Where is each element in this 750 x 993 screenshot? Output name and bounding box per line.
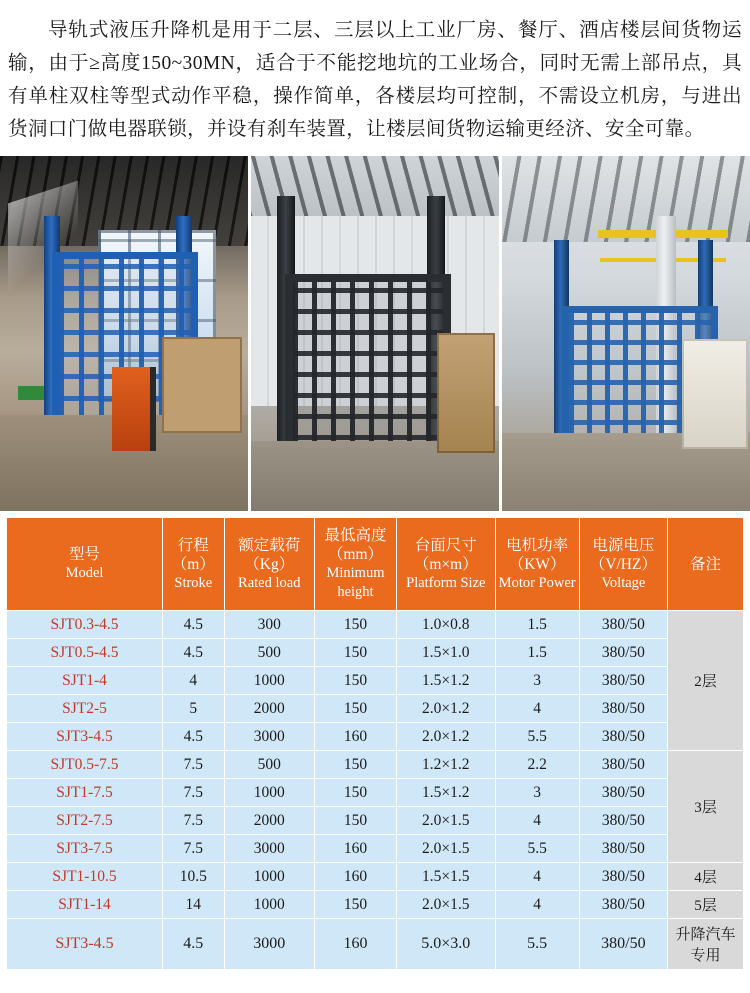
table-row [7,835,744,863]
cell-voltage: 380/50 [579,723,667,751]
table-row [7,891,744,919]
cell-height: 150 [314,751,396,779]
cell-height: 160 [314,863,396,891]
cell-model: SJT0.5-4.5 [7,639,163,667]
cell-height: 150 [314,611,396,639]
cell-voltage: 380/50 [579,667,667,695]
cell-model: SJT1-7.5 [7,779,163,807]
cell-size: 2.0×1.5 [397,807,496,835]
cell-stroke: 4.5 [163,639,225,667]
cell-model: SJT0.3-4.5 [7,611,163,639]
cell-height: 150 [314,695,396,723]
cell-voltage: 380/50 [579,751,667,779]
table-row [7,751,744,779]
cell-stroke: 7.5 [163,807,225,835]
cell-load: 1000 [224,779,314,807]
cell-size: 2.0×1.2 [397,695,496,723]
cell-size: 1.5×1.2 [397,667,496,695]
cell-voltage: 380/50 [579,863,667,891]
cell-power: 3 [495,667,579,695]
cell-size: 1.0×0.8 [397,611,496,639]
cell-power: 4 [495,863,579,891]
cell-height: 150 [314,807,396,835]
cell-voltage: 380/50 [579,807,667,835]
cell-model: SJT2-5 [7,695,163,723]
table-row [7,807,744,835]
table-row [7,667,744,695]
cell-voltage: 380/50 [579,611,667,639]
cell-load: 3000 [224,919,314,970]
cell-power: 3 [495,779,579,807]
cell-remark: 4层 [667,863,743,891]
cell-power: 5.5 [495,835,579,863]
cell-power: 4 [495,695,579,723]
cell-size: 5.0×3.0 [397,919,496,970]
remark-line-2: 专用 [690,948,721,964]
cell-remark: 5层 [667,891,743,919]
cell-load: 2000 [224,807,314,835]
cell-size: 1.5×1.5 [397,863,496,891]
cell-model: SJT3-7.5 [7,835,163,863]
cell-power: 4 [495,807,579,835]
intro-paragraph: 导轨式液压升降机是用于二层、三层以上工业厂房、餐厅、酒店楼层间货物运输，由于≥高度150~30MN，适合于不能挖地坑的工业场合，同时无需上部吊点，具有单柱双柱等型式动作平稳，操作简单，各楼层均可控制，不需设立机房，与进出货洞口门做电器联锁，并设有刹车装置，让楼层间货物运输更经济、安全可靠。 [8,20,742,140]
cell-stroke: 4 [163,667,225,695]
cell-power: 4 [495,891,579,919]
cell-load: 500 [224,639,314,667]
cell-load: 1000 [224,667,314,695]
table-row [7,779,744,807]
product-photo-1 [0,156,248,511]
table-row [7,639,744,667]
header-voltage: 电源电压（V/HZ） Voltage [579,518,667,611]
cell-voltage: 380/50 [579,639,667,667]
exit-sign-decoration [18,386,44,400]
cargo-crate-decoration [437,333,495,453]
cell-stroke: 7.5 [163,751,225,779]
cell-stroke: 7.5 [163,835,225,863]
cell-stroke: 4.5 [163,611,225,639]
cell-load: 1000 [224,891,314,919]
forklift-decoration [112,367,156,451]
table-row [7,919,744,970]
cell-load: 300 [224,611,314,639]
cell-size: 1.5×1.0 [397,639,496,667]
cell-load: 3000 [224,723,314,751]
cell-height: 160 [314,723,396,751]
cell-stroke: 7.5 [163,779,225,807]
cell-load: 1000 [224,863,314,891]
cell-stroke: 4.5 [163,723,225,751]
cell-height: 150 [314,639,396,667]
cell-load: 3000 [224,835,314,863]
cell-height: 150 [314,779,396,807]
product-photo-2 [251,156,499,511]
cell-size: 2.0×1.2 [397,723,496,751]
cell-voltage: 380/50 [579,835,667,863]
cell-model: SJT3-4.5 [7,723,163,751]
cell-height: 160 [314,835,396,863]
cell-remark [667,919,743,970]
cell-voltage: 380/50 [579,779,667,807]
cell-model: SJT1-14 [7,891,163,919]
cell-model: SJT2-7.5 [7,807,163,835]
cell-power: 5.5 [495,723,579,751]
remark-line-1: 升降汽车 [675,927,736,943]
header-platform-size: 台面尺寸（m×m） Platform Size [397,518,496,611]
product-photo-strip [0,156,750,511]
cell-voltage: 380/50 [579,695,667,723]
table-row [7,611,744,639]
cell-model: SJT3-4.5 [7,919,163,970]
table-header-row [7,518,744,611]
cell-power: 5.5 [495,919,579,970]
header-rated-load: 额定载荷（Kg） Rated load [224,518,314,611]
cell-height: 160 [314,919,396,970]
header-motor-power: 电机功率（KW） Motor Power [495,518,579,611]
cell-height: 150 [314,667,396,695]
specification-table [6,517,744,970]
cell-height: 150 [314,891,396,919]
header-model: 型号 Model [7,518,163,611]
cell-model: SJT0.5-7.5 [7,751,163,779]
cell-size: 1.2×1.2 [397,751,496,779]
cell-remark: 3层 [667,751,743,863]
header-minimum-height: 最低高度（mm） Minimum height [314,518,396,611]
cell-model: SJT1-10.5 [7,863,163,891]
cell-load: 500 [224,751,314,779]
cell-voltage: 380/50 [579,919,667,970]
table-row [7,723,744,751]
goods-bale-decoration [682,339,748,449]
cell-remark: 2层 [667,611,743,751]
cell-size: 2.0×1.5 [397,835,496,863]
table-row [7,863,744,891]
cell-voltage: 380/50 [579,891,667,919]
cell-power: 1.5 [495,611,579,639]
cell-size: 2.0×1.5 [397,891,496,919]
cell-load: 2000 [224,695,314,723]
table-row [7,695,744,723]
header-remark: 备注 [667,518,743,611]
cell-size: 1.5×1.2 [397,779,496,807]
cargo-boxes-decoration [162,337,242,433]
cell-stroke: 5 [163,695,225,723]
cell-stroke: 4.5 [163,919,225,970]
header-stroke: 行程（m） Stroke [163,518,225,611]
cell-stroke: 10.5 [163,863,225,891]
cell-power: 2.2 [495,751,579,779]
cell-model: SJT1-4 [7,667,163,695]
cell-power: 1.5 [495,639,579,667]
product-photo-3 [502,156,750,511]
cell-stroke: 14 [163,891,225,919]
